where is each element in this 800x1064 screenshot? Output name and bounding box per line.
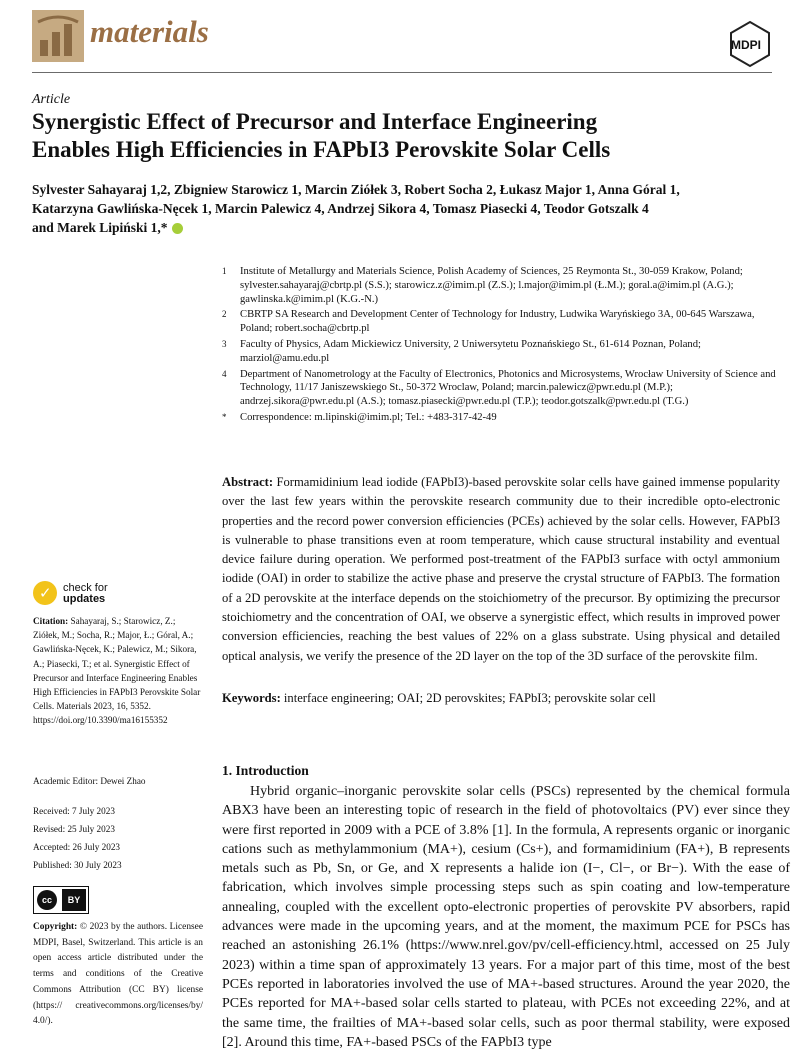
author-line: Katarzyna Gawlińska-Nęcek 1, Marcin Palewicz 4, Andrzej Sikora 4, Tomasz Piasecki 4, Teodor Gotszalk 4 <box>32 201 649 216</box>
copyright-notice <box>33 920 203 1030</box>
publication-dates <box>33 802 203 874</box>
affiliation-text: Faculty of Physics, Adam Mickiewicz University, 2 Uniwersytetu Poznańskiego St., 61-614 Poznan, Poland; marziol@amu.edu.pl <box>240 338 701 364</box>
keywords-text: interface engineering; OAI; 2D perovskites; FAPbI3; perovskite solar cell <box>283 691 656 705</box>
cc-by-license-badge[interactable] <box>33 886 89 914</box>
author-line <box>32 218 792 237</box>
orcid-icon[interactable] <box>172 223 183 234</box>
journal-name: materials <box>90 14 209 49</box>
author-line-text: and Marek Lipiński 1,* <box>32 220 168 235</box>
date-received: Received: 7 July 2023 <box>33 806 115 816</box>
section-body <box>222 782 790 1052</box>
abstract-label: Abstract: <box>222 475 274 489</box>
author-line: Sylvester Sahayaraj 1,2, Zbigniew Starowicz 1, Marcin Ziółek 3, Robert Socha 2, Łukasz Major 1, Anna Góral 1, <box>32 182 680 197</box>
affiliation-text: Department of Nanometrology at the Faculty of Electronics, Photonics and Microsystems, Wrocław University of Science and Technology, 11/17 Janiszewskiego St., 50-372 Wroclaw, Poland; marcin.palewicz@pwr.edu.pl (M.P.); andrzej.sikora@pwr.edu.pl (A.S.); tomasz.piasecki@pwr.edu.pl (T.P.); teodor.gotszalk@pwr.edu.pl (T.G.) <box>240 368 776 408</box>
article-title <box>32 108 772 164</box>
citation <box>33 614 203 728</box>
date-accepted: Accepted: 26 July 2023 <box>33 842 121 852</box>
affiliation <box>222 265 782 306</box>
affiliation-number: 4 <box>222 368 227 379</box>
affiliation <box>222 308 782 336</box>
article-type: Article <box>32 92 71 107</box>
checkmark-icon: ✓ <box>39 584 52 602</box>
affiliation-number: 3 <box>222 338 227 349</box>
check-updates-label: check for <box>63 582 108 594</box>
affiliation <box>222 338 782 366</box>
author-list <box>32 180 792 237</box>
affiliation <box>222 411 782 425</box>
affiliation-text: Correspondence: m.lipinski@imim.pl; Tel.: +483-317-42-49 <box>240 411 497 423</box>
affiliation-text: Institute of Metallurgy and Materials Science, Polish Academy of Sciences, 25 Reymonta St., 30-059 Krakow, Poland; sylvester.sahayaraj@cbrtp.pl (S.S.); starowicz.z@imim.pl (Z.S.); l.major@imim.pl (Ł.M.); goral.a@imim.pl (A.G.); gawlinska.k@imim.pl (K.G.-N.) <box>240 266 743 305</box>
abstract-text: Formamidinium lead iodide (FAPbI3)-based perovskite solar cells have gained immense popularity over the last few years within the perovskite research community due to their incredible opto-electronic properties and the record power conversion efficiencies (PCEs) achieved by the solar cells. However, FAPbI3 is vulnerable to phase transitions even at room temperature, which cause structural instability and eventual device failure during operation. We performed post-treatment of the FAPbI3 surface with octyl ammonium iodide (OAI) in order to stabilize the active phase and preserve the crystal structure of FAPbI3. The formation of a 2D perovskite at the interface depends on the stoichiometry of the precursor. By optimizing the precursor stoichiometry and the concentration of OAI, we observe a synergistic effect, which results in improved power conversion efficiencies, reaching the best values of 22% on a glass substrate. Using physical and detailed optical analysis, we verify the presence of the 2D layer on the top of the 3D surface of the perovskite film. <box>222 475 780 663</box>
abstract <box>222 473 780 666</box>
paragraph-text: Hybrid organic–inorganic perovskite solar cells (PSCs) represented by the chemical formula ABX3 have been an interesting topic of research in the field of photovoltaics (PV) ever since they were first reported in 2009 with a PCE of 3.8% [1]. In the formula, A represents organic or inorganic cations such as methylammonium (MA+), cesium (Cs+), and formamidinium (FA+), B represents metals such as Pb, Sn, or Ge, and X represents a halide ion (I−, Cl−, or Br−). With the ease of fabrication, which involves simple processing steps such as spin coating and low-temperature annealing, coupled with the excellent opto-electronic properties of perovskite PV absorbers, rapid advances were made in the upcoming years, and at the moment, the maximum PCE for PSCs has reached an astonishing 26.1% (https://www.nrel.gov/pv/cell-efficiency.html, accessed on 25 July 2023) within a time span of approximately 13 years. For a major part of this time, most of the best PCEs reported in laboratories involved the use of MA+-based structures. Around the year 2020, the PCEs reported for MA+-based solar cells started to plateau, with PCEs not exceeding 22%, and at the same time, the frailties of MA+-based solar cells, such as poor thermal stability, were exposed [2]. Around this time, FA+-based PSCs of the FAPbI3 type <box>222 784 790 1050</box>
academic-editor: Academic Editor: Dewei Zhao <box>33 776 146 786</box>
header-rule <box>32 72 772 73</box>
citation-label: Citation: <box>33 616 69 626</box>
affiliation-text: CBRTP SA Research and Development Center of Technology for Industry, Ludwika Waryńskiego 3A, 00-645 Warszawa, Poland; robert.socha@cbrtp.pl <box>240 309 755 335</box>
affiliation <box>222 368 782 409</box>
affiliation-number: 1 <box>222 266 227 276</box>
cc-icon: cc <box>37 890 57 910</box>
title-line: Synergistic Effect of Precursor and Interface Engineering <box>32 109 598 134</box>
copyright-text: © 2023 by the authors. Licensee MDPI, Basel, Switzerland. This article is an open access article distributed under the terms and conditions of the Creative Commons Attribution (CC BY) license (https:// creativecommons.org/licenses/by/ 4.0/). <box>33 922 203 1027</box>
check-for-updates-button[interactable] <box>33 581 153 607</box>
journal-logo <box>32 10 84 62</box>
keywords <box>222 691 780 706</box>
affiliation-number: 2 <box>222 309 227 320</box>
date-revised: Revised: 25 July 2023 <box>33 824 115 834</box>
by-icon: BY <box>62 889 86 911</box>
citation-text: Sahayaraj, S.; Starowicz, Z.; Ziółek, M.; Socha, R.; Major, Ł.; Góral, A.; Gawlińska-Nęcek, K.; Palewicz, M.; Sikora, A.; Piasecki, T.; et al. Synergistic Effect of Precursor and Interface Engineering Enables High Efficiencies in FAPbI3 Perovskite Solar Cells. Materials 2023, 16, 5352. https://doi.org/10.3390/ma16155352 <box>33 616 201 726</box>
affiliations <box>222 265 782 427</box>
publisher-name: MDPI <box>731 38 761 52</box>
title-line: Enables High Efficiencies in FAPbI3 Perovskite Solar Cells <box>32 137 611 162</box>
section-heading: 1. Introduction <box>222 763 309 778</box>
keywords-label: Keywords: <box>222 691 281 705</box>
date-published: Published: 30 July 2023 <box>33 860 122 870</box>
check-updates-label: updates <box>63 593 106 605</box>
affiliation-number: * <box>222 411 227 422</box>
copyright-label: Copyright: <box>33 922 78 932</box>
